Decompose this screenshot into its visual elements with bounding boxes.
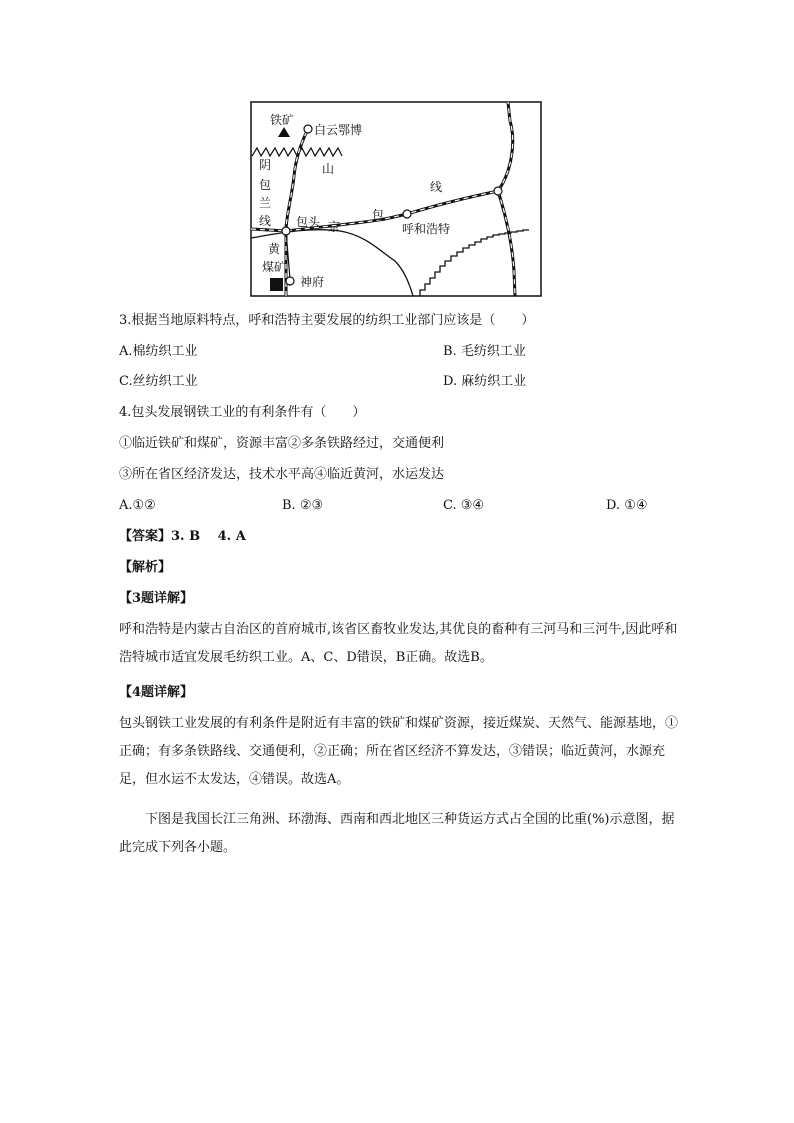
q3-option-b[interactable]: B. 毛纺织工业 bbox=[443, 344, 526, 359]
next-question-intro: 下图是我国长江三角洲、环渤海、西南和西北地区三种货运方式占全国的比重(%)示意图，据此完成下列各小题。 bbox=[119, 812, 675, 855]
label-iron-mine: 铁矿 bbox=[270, 113, 295, 127]
hohhot-marker bbox=[403, 210, 411, 218]
label-hohhot: 呼和浩特 bbox=[402, 222, 451, 236]
junction-marker bbox=[494, 187, 502, 195]
q3-stem: 3.根据当地原料特点，呼和浩特主要发展的纺织工业部门应该是（ ） bbox=[119, 313, 535, 328]
label-xian: 线 bbox=[259, 214, 272, 228]
answer-line: 【答案】3. B 4. A bbox=[119, 529, 246, 544]
label-coal-mine: 煤矿 bbox=[262, 260, 287, 274]
label-baotou: 包头 bbox=[296, 215, 321, 229]
label-jing: 京 bbox=[328, 220, 341, 234]
label-yin: 阴 bbox=[259, 158, 272, 172]
coal-mine-icon bbox=[270, 278, 283, 291]
q4-option-c[interactable]: C. ③④ bbox=[443, 498, 485, 513]
railway-map bbox=[250, 101, 542, 297]
label-lan: 兰 bbox=[259, 196, 272, 210]
shenfu-marker bbox=[286, 277, 294, 285]
q4-stem: 4.包头发展钢铁工业的有利条件有（ ） bbox=[119, 405, 366, 420]
q3-detail-text: 呼和浩特是内蒙古自治区的首府城市,该省区畜牧业发达,其优良的畜种有三河马和三河牛,因此呼和浩特城市适宜发展毛纺织工业。A、C、D错误，B正确。故选B。 bbox=[119, 622, 678, 665]
label-bao: 包 bbox=[259, 178, 272, 192]
map-frame bbox=[251, 102, 541, 296]
map-svg bbox=[250, 101, 542, 297]
q3-option-a[interactable]: A.棉纺织工业 bbox=[119, 344, 198, 359]
label-bao2: 包 bbox=[372, 208, 385, 222]
q4-detail-label: 【4题详解】 bbox=[119, 685, 194, 700]
baotou-marker bbox=[282, 227, 290, 235]
q3-option-c[interactable]: C.丝纺织工业 bbox=[119, 374, 198, 389]
label-huang: 黄 bbox=[268, 242, 281, 256]
label-xian2: 线 bbox=[430, 180, 443, 194]
label-shenfu: 神府 bbox=[300, 275, 325, 289]
baiyunebo-marker bbox=[304, 125, 312, 133]
label-baiyunebo: 白云鄂博 bbox=[314, 123, 363, 137]
q4-detail-text: 包头钢铁工业发展的有利条件是附近有丰富的铁矿和煤矿资源，接近煤炭、天然气、能源基地，①正确；有多条铁路线、交通便利，②正确；所在省区经济不算发达，③错误；临近黄河，水源充足，但水运不太发达，④错误。故选A。 bbox=[119, 716, 679, 787]
q4-condition-line-2: ③所在省区经济发达，技术水平高④临近黄河，水运发达 bbox=[119, 467, 445, 482]
q3-option-d[interactable]: D. 麻纺织工业 bbox=[443, 374, 527, 389]
q4-condition-line-1: ①临近铁矿和煤矿，资源丰富②多条铁路经过，交通便利 bbox=[119, 436, 445, 451]
q3-detail-label: 【3题详解】 bbox=[119, 591, 194, 606]
q4-option-b[interactable]: B. ②③ bbox=[282, 498, 324, 513]
analysis-label: 【解析】 bbox=[119, 560, 172, 575]
label-shan: 山 bbox=[322, 162, 335, 176]
q4-option-a[interactable]: A.①② bbox=[119, 498, 156, 513]
q4-option-d[interactable]: D. ①④ bbox=[606, 498, 648, 513]
